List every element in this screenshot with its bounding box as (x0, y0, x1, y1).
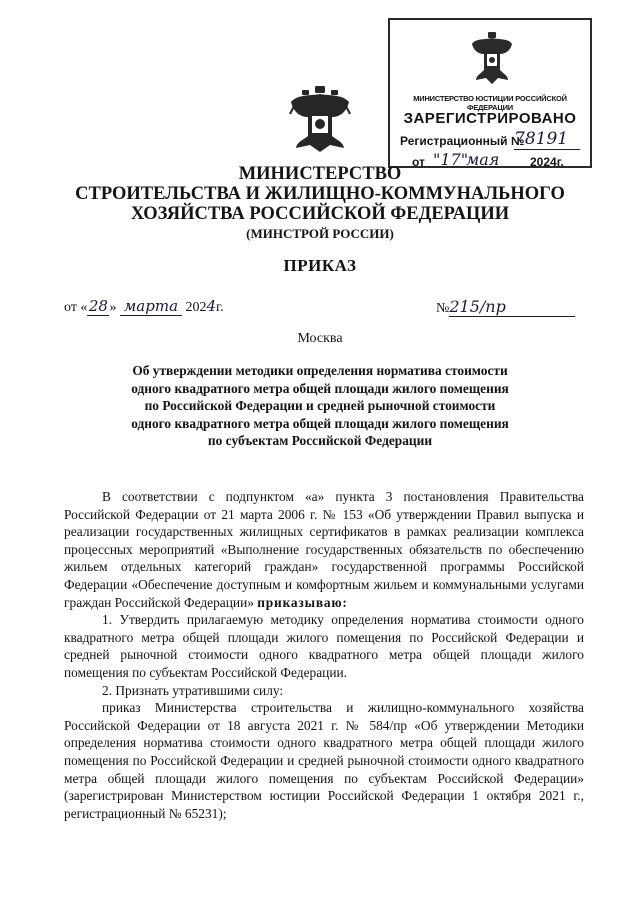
subject-line: одного квадратного метра общей площади жилого помещения (131, 380, 509, 396)
body-paragraph: 2. Признать утратившими силу: (102, 682, 284, 698)
ministry-title (0, 164, 640, 224)
stamp-date-day: "17" (433, 150, 469, 169)
date-year-hand: 4 (206, 297, 216, 315)
subject-line: по Российской Федерации и средней рыночной стоимости (144, 398, 496, 413)
registration-stamp (388, 18, 592, 168)
stamp-date-year: 2024г. (530, 155, 564, 169)
document-subject (110, 362, 530, 450)
subject-line: Об утверждении методики определения норматива стоимости (132, 363, 508, 378)
subject-line: по субъектам Российской Федерации (207, 433, 433, 448)
ministry-title-line: ХОЗЯЙСТВА РОССИЙСКОЙ ФЕДЕРАЦИИ (130, 204, 510, 224)
ministry-title-line: МИНИСТЕРСТВО (238, 164, 402, 184)
document-type: ПРИКАЗ (283, 256, 357, 275)
date-suffix: г. (215, 300, 224, 315)
date-month: марта (120, 297, 182, 316)
ministry-title-line: СТРОИТЕЛЬСТВА И ЖИЛИЩНО-КОММУНАЛЬНОГО (75, 184, 565, 204)
order-date (64, 297, 224, 316)
orders-word: приказываю: (257, 594, 348, 610)
date-mid: » (109, 300, 117, 315)
body-paragraph-text: В соответствии с подпунктом «а» пункта 3 постановления Правительства Российской Федерации от 21 марта 2006 г. № 153 «Об утверждении Правил выпуска и реализации государственных жилищных сертификатов в рамках реализации комплекса процессных мероприятий «Выполнение государственных обязательств по обеспечению жильем отдельных категорий граждан» государственной программы Российской Федерации «Обеспечение доступным и комфортным жильем и коммунальными услугами граждан Российской Федерации» (64, 489, 584, 610)
city: Москва (297, 331, 343, 346)
ministry-short-name: (МИНСТРОЙ РОССИИ) (246, 226, 394, 241)
document-body (64, 488, 584, 822)
date-year-prefix: 202 (185, 300, 207, 315)
stamp-reg-number: 78191 (514, 129, 580, 150)
stamp-date-from: от (412, 155, 425, 169)
body-paragraph: приказ Министерства строительства и жилищно-коммунального хозяйства Российской Федерации от 18 августа 2021 г. № 584/пр «Об утверждении Методики определения норматива стоимости одного квадратного метра общей площади жилого помещения по Российской Федерации и средней рыночной стоимости одного квадратного метра общей площади жилого помещения по субъектам Российской Федерации» (зарегистрирован Министерством юстиции Российской Федерации 1 октября 2021 г., регистрационный № 65231); (64, 700, 584, 821)
body-paragraph: 1. Утвердить прилагаемую методику определения норматива стоимости одного квадратного метра общей площади жилого помещения по Российской Федерации и средней рыночной стоимости одного квадратного метра общей площади жилого помещения по субъектам Российской Федерации. (64, 612, 584, 680)
date-day: 28 (88, 297, 108, 315)
double-headed-eagle-icon (288, 84, 352, 154)
subject-line: одного квадратного метра общей площади жилого помещения (131, 415, 509, 431)
stamp-ministry-line: МИНИСТЕРСТВО ЮСТИЦИИ РОССИЙСКОЙ ФЕДЕРАЦИИ (413, 94, 567, 112)
date-prefix: от « (64, 300, 88, 315)
body-paragraph (64, 488, 584, 611)
order-number (436, 297, 575, 317)
number-value: 215/пр (449, 297, 575, 317)
stamp-reg-number-label: Регистрационный № (400, 134, 525, 148)
stamp-date-month: мая (466, 150, 500, 169)
stamp-registered-label: ЗАРЕГИСТРИРОВАНО (403, 110, 577, 127)
number-prefix: № (436, 301, 450, 316)
double-headed-eagle-icon (470, 30, 514, 86)
